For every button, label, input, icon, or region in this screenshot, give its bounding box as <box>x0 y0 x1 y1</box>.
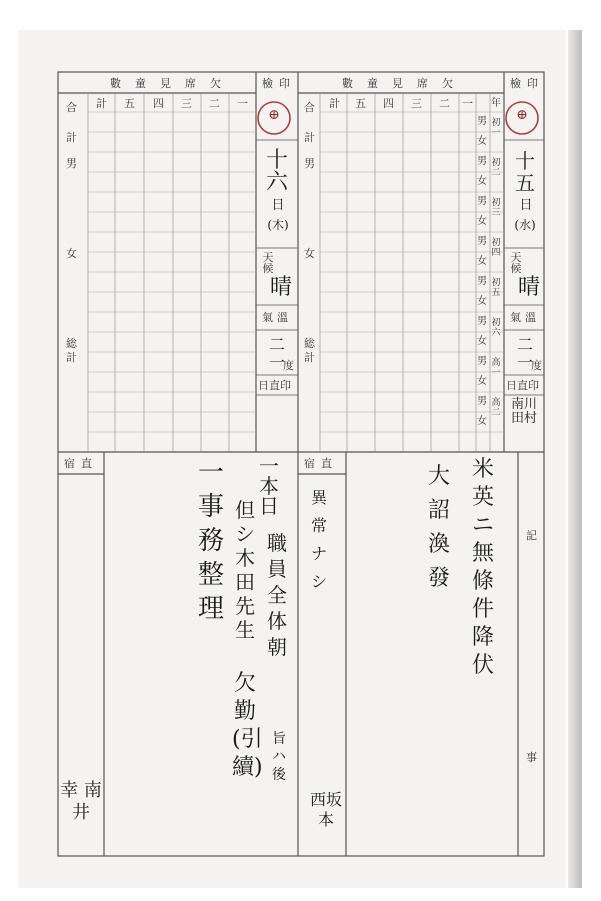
left-date-unit: 日 <box>271 198 285 213</box>
right-weekday: (水) <box>514 218 536 232</box>
left-col-header: 二 <box>209 97 220 110</box>
right-weather-value: 晴 <box>517 275 540 300</box>
left-weekday: (木) <box>267 218 289 232</box>
left-col-header: 三 <box>181 97 192 110</box>
right-header-title: 數童見席欠 <box>342 77 467 90</box>
left-night-label: 宿直 <box>64 457 98 470</box>
left-side-label: 男 <box>66 157 77 170</box>
sex-label: 男 <box>477 396 487 407</box>
left-side-label: 合 <box>66 101 77 114</box>
sex-label: 女 <box>477 336 487 347</box>
left-stamp: 幸 南井 <box>60 780 102 823</box>
note-line: 但シ木田先生 <box>235 498 255 642</box>
grade-label: 初五 <box>491 278 501 298</box>
right-temp-label: 氣溫 <box>510 311 540 324</box>
right-side-label: 計 <box>304 131 315 144</box>
sex-label: 男 <box>477 236 487 247</box>
left-weather-value: 晴 <box>269 275 292 300</box>
right-night-label: 宿直 <box>304 457 338 470</box>
note-line: 職員全体朝 <box>267 531 287 659</box>
grade-label: 初三 <box>491 198 501 218</box>
left-col-header: 一 <box>237 97 248 110</box>
left-duty-label: 日直印 <box>258 379 291 392</box>
note-line: 一本日 <box>259 454 279 518</box>
record-label-top: 記 <box>526 529 537 542</box>
sex-label: 女 <box>477 216 487 227</box>
right-date-unit: 日 <box>519 198 533 213</box>
sex-label: 男 <box>477 316 487 327</box>
night-note: 異常ナシ <box>310 488 327 591</box>
grade-label: 高二 <box>491 398 501 418</box>
left-side-label: 女 <box>66 247 77 260</box>
sex-label: 女 <box>477 296 487 307</box>
sex-label: 女 <box>477 256 487 267</box>
night-sign: 西坂本 <box>309 790 342 829</box>
left-date-day: 十六 <box>265 148 288 195</box>
left-inspect-stamp: ⊕ <box>268 107 280 123</box>
sex-label: 女 <box>477 416 487 427</box>
right-date-day: 十五 <box>515 149 535 195</box>
left-temp-label: 氣溫 <box>262 311 292 324</box>
right-col-header: 三 <box>411 97 422 110</box>
note-line: 欠勤(引續) <box>232 671 263 780</box>
grade-label: 初四 <box>491 238 501 258</box>
right-col-header: 一 <box>462 97 473 110</box>
right-temp-value: 二一 <box>516 335 533 372</box>
sex-label: 女 <box>477 176 487 187</box>
left-side-label: 計 <box>66 131 77 144</box>
right-col-header: 五 <box>355 97 366 110</box>
grade-label: 年 <box>491 98 501 109</box>
sex-label: 女 <box>477 376 487 387</box>
sex-label: 女 <box>477 136 487 147</box>
left-temp-unit: 度 <box>283 359 294 372</box>
left-header-title: 數童見席欠 <box>110 77 235 90</box>
right-side-label: 計 <box>304 351 315 364</box>
grade-label: 初六 <box>491 318 501 338</box>
sex-label: 男 <box>477 356 487 367</box>
right-col-header: 計 <box>329 97 340 110</box>
left-col-header: 五 <box>124 97 135 110</box>
left-inspect-label: 檢印 <box>262 77 296 90</box>
right-side-label: 総 <box>304 337 315 350</box>
right-note-line: 米英ニ無條件降伏 <box>471 457 494 678</box>
left-col-header: 四 <box>153 97 164 110</box>
note-line: 旨ハ後 <box>272 731 286 783</box>
record-label-bottom: 事 <box>526 751 537 764</box>
sex-label: 男 <box>477 196 487 207</box>
sex-label: 男 <box>477 116 487 127</box>
left-col-header: 計 <box>96 97 107 110</box>
right-side-label: 女 <box>304 247 315 260</box>
right-duty-sign: 南川田村 <box>510 397 537 426</box>
left-weather-label: 天候 <box>262 251 274 275</box>
right-inspect-label: 檢印 <box>510 77 544 90</box>
right-temp-unit: 度 <box>531 359 542 372</box>
sex-label: 男 <box>477 156 487 167</box>
sex-label: 男 <box>477 276 487 287</box>
left-temp-value: 二一 <box>268 335 285 372</box>
grade-label: 初二 <box>491 158 501 178</box>
right-inspect-stamp: ⊕ <box>516 107 528 123</box>
note-line: 一事務整理 <box>197 458 224 624</box>
left-side-label: 総 <box>66 337 77 350</box>
grade-label: 高一 <box>491 358 501 378</box>
right-note-line: 大詔渙發 <box>427 464 450 591</box>
right-side-label: 男 <box>304 157 315 170</box>
right-col-header: 二 <box>439 97 450 110</box>
right-weather-label: 天候 <box>510 251 522 275</box>
grade-label: 初一 <box>491 118 501 138</box>
right-col-header: 四 <box>383 97 394 110</box>
right-duty-label: 日直印 <box>506 379 539 392</box>
left-side-label: 計 <box>66 351 77 364</box>
right-side-label: 合 <box>304 101 315 114</box>
